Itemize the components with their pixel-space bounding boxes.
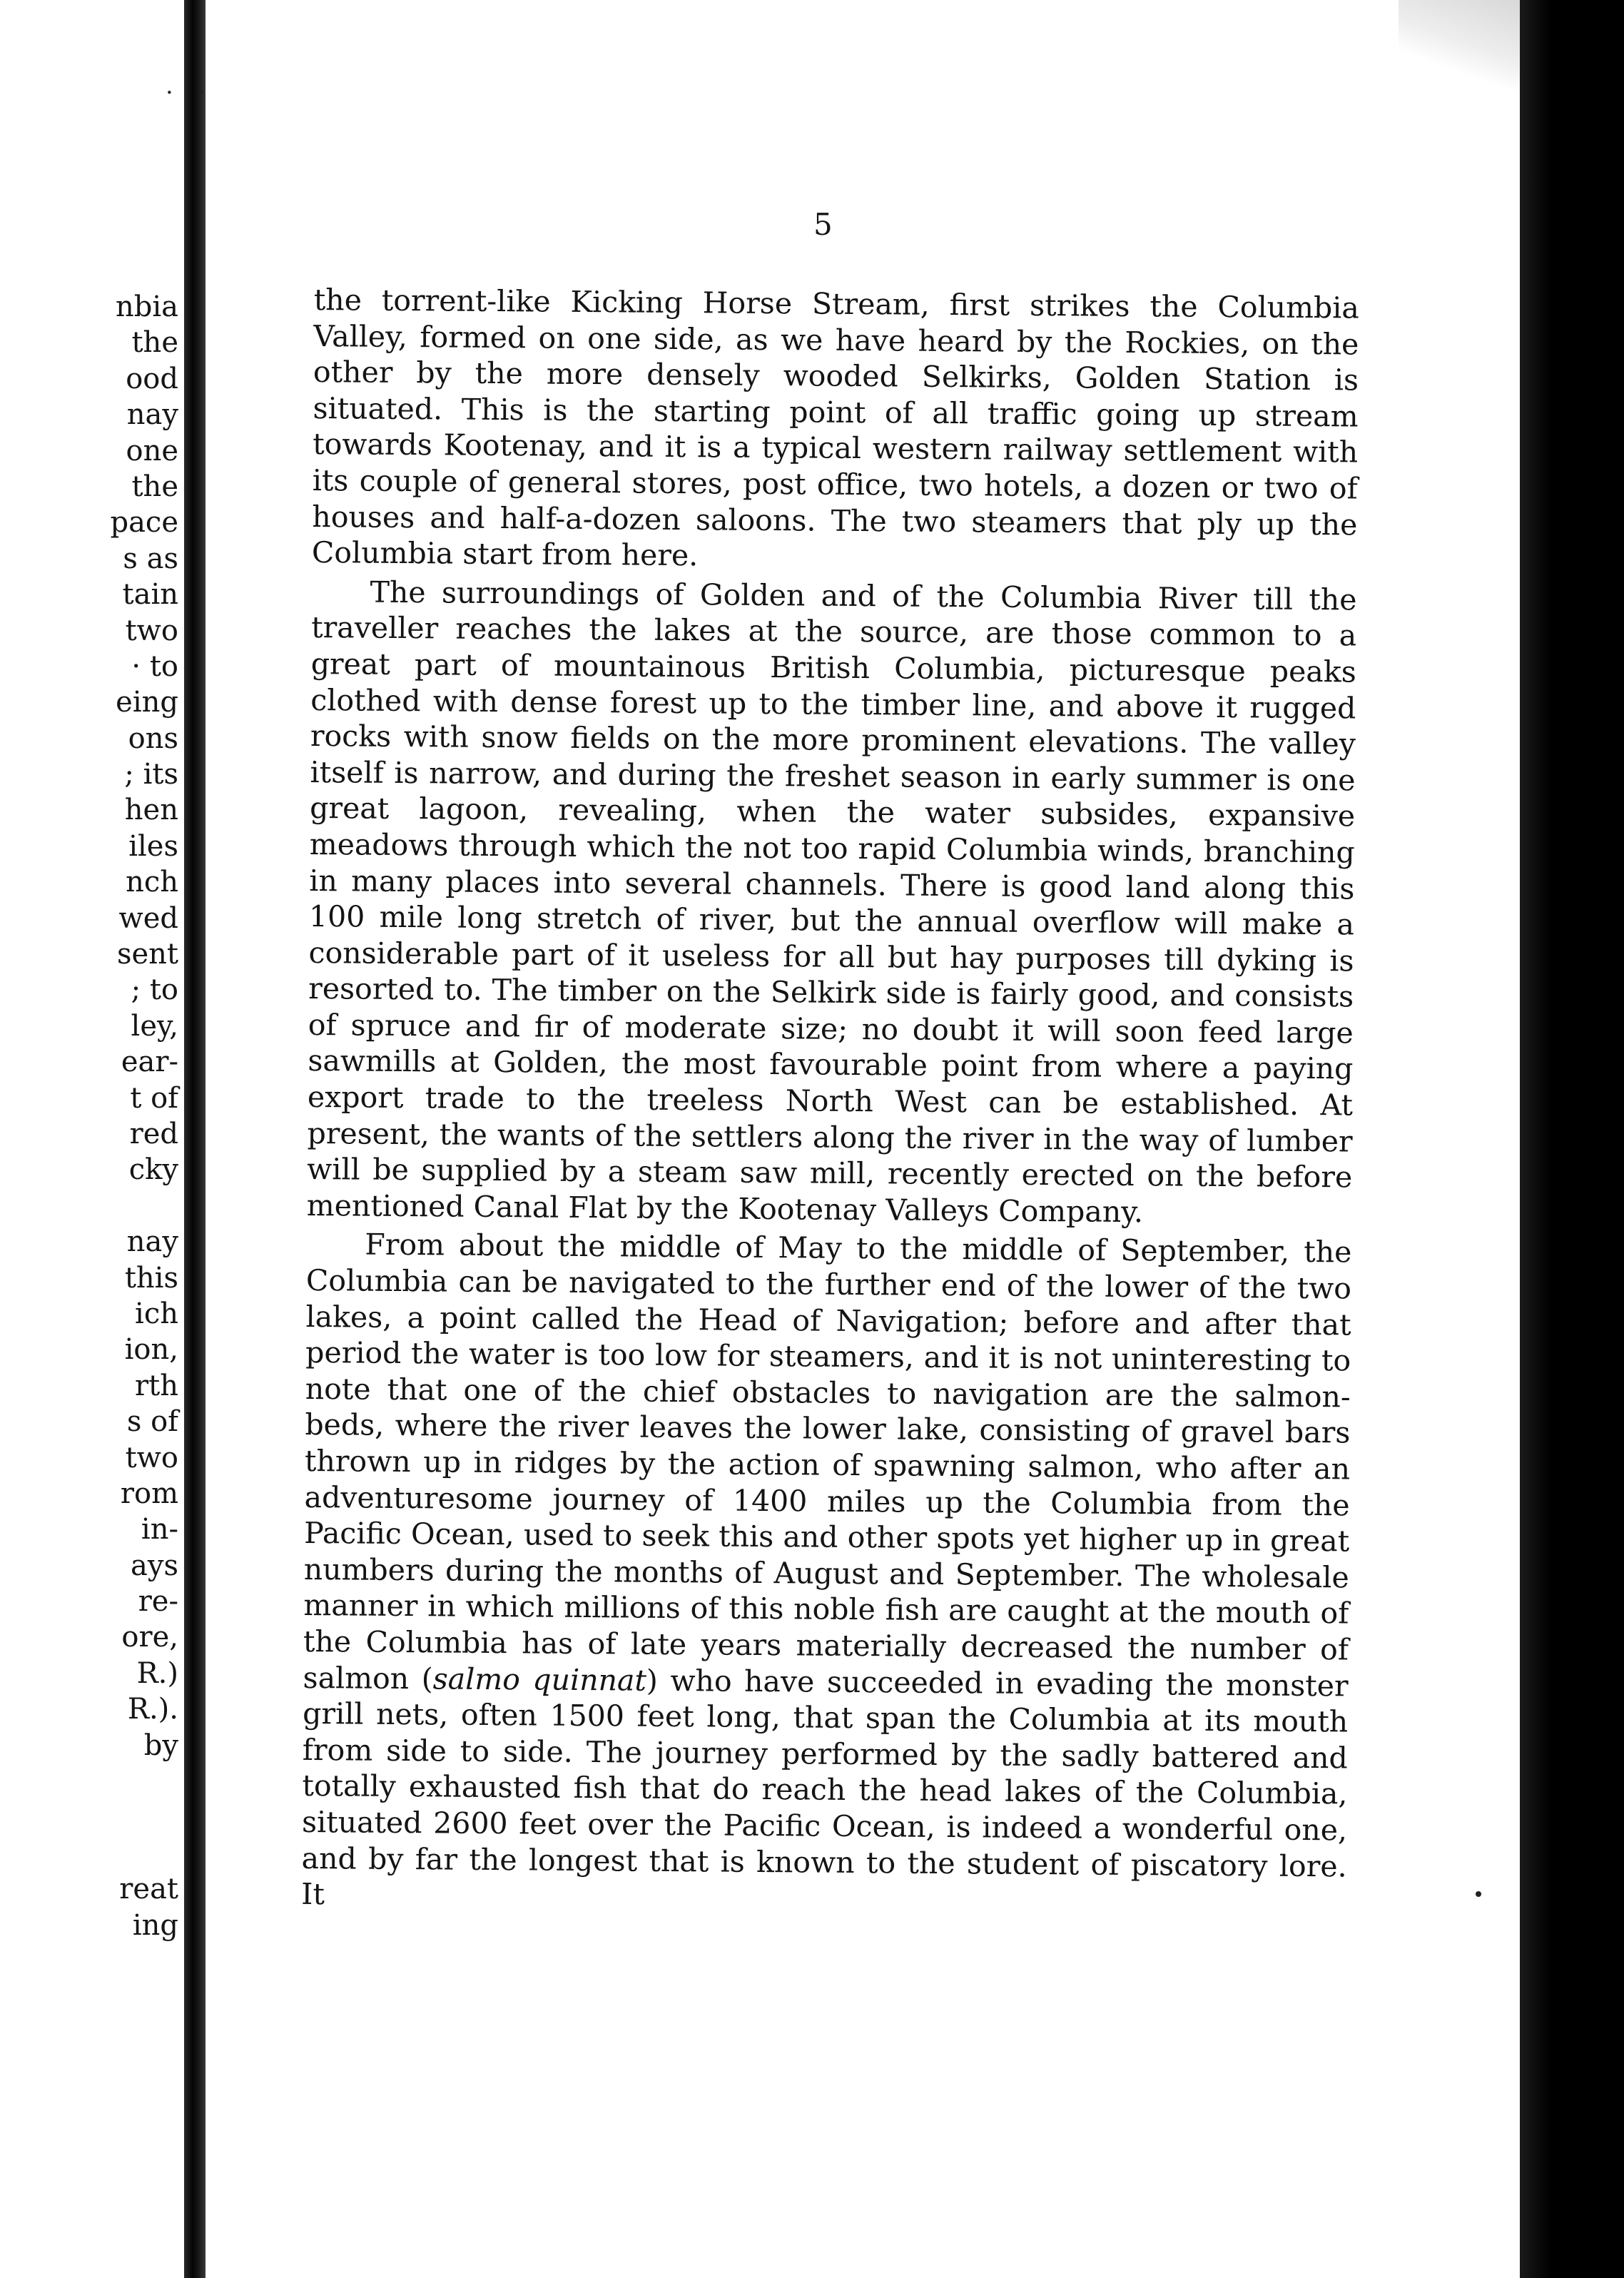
left-fragment-line: ion, — [124, 1333, 178, 1367]
page-number: 5 — [813, 207, 833, 242]
left-fragment-line: the — [131, 326, 178, 360]
left-fragment-line: R.). — [127, 1693, 178, 1726]
species-name: salmo quinnat — [432, 1661, 647, 1698]
left-fragment-line: wed — [118, 901, 178, 935]
left-fragment-line: eing — [116, 686, 178, 719]
left-fragment-line: in- — [141, 1513, 178, 1546]
left-fragment-line: s as — [123, 542, 178, 575]
paragraph-2: The surroundings of Golden and of the Columbia River till the traveller reaches the lakes at the source, are those common to a great part of mountainous British Columbia, picturesque peaks clothed with dense forest up to the timber line, and above it rugged rocks with snow fields on the more prominent elevations. The valley itself is narrow, and during the freshet season in early summer is one great lagoon, revealing, when the water subsides, expansive meadows through which the not too rapid Columbia winds, branching in many places into several channels. There is good land along this 100 mile long stretch of river, but the annual overflow will make a considerable part of it useless for all but hay purposes till dyking is resorted to. The timber on the Selkirk side is fairly good, and consists of spruce and fir of moderate size; no doubt it will soon feed large sawmills at Golden, the most favourable point from where a paying export trade to the treeless North West can be established. At present, the wants of the settlers along the river in the way of lumber will be supplied by a steam saw mill, recently erected on the before mentioned Canal Flat by the Kootenay Valleys Company. — [306, 574, 1357, 1230]
left-fragment-line: ley, — [131, 1009, 178, 1043]
left-fragment-line: t of — [130, 1081, 178, 1115]
left-fragment-line: cky — [128, 1153, 178, 1187]
left-fragment-line — [0, 1763, 178, 1799]
body-text — [301, 282, 1359, 1923]
left-fragment-line: · to — [131, 649, 178, 683]
left-fragment-line: ays — [131, 1549, 178, 1582]
paragraph-1: the torrent-like Kicking Horse Stream, first strikes the Columbia Valley, formed on one side, as we have heard by the Rockies, on the other by the more densely wooded Selkirks, Golden Station is situated. This is the starting point of all traffic going up stream towards Kootenay, and it is a typical western railway settlement with its couple of general stores, post office, two hotels, a dozen or two of houses and half-a-dozen saloons. The two steamers that ply up the Columbia start from here. — [311, 282, 1359, 573]
left-fragment-line: sent — [116, 938, 178, 971]
left-fragment-line: ing — [132, 1908, 178, 1942]
left-fragment-line: tain — [122, 578, 178, 612]
left-fragment-line: the — [131, 470, 178, 503]
left-fragment-line: ons — [128, 722, 178, 755]
paragraph-3: From about the middle of May to the middle of September, the Columbia can be navigated to the further end of the lower of the two lakes, a point called the Head of Navigation; before and after that period the water is too low for steamers, and it is not uninteresting to note that one of the chief obstacles to navigation are the salmon-beds, where the river leaves the lower lake, consisting of gravel bars thrown up in ridges by the action of spawning salmon, who after an adventuresome journey of 1400 miles up the Columbia from the Pacific Ocean, used to seek this and other spots yet higher up in great numbers during the months of August and September. The wholesale manner in which millions of this noble fish are caught at the mouth of the Columbia has of late years materially decreased the number of salmon (salmo quinnat) who have succeeded in evading the monster grill nets, often 1500 feet long, that span the Columbia at its mouth from side to side. The journey performed by the sadly battered and totally exhausted fish that do reach the head lakes of the Columbia, situated 2600 feet over the Pacific Ocean, is indeed a wonderful one, and by far the longest that is known to the student of piscatory lore. It — [301, 1227, 1352, 1912]
left-fragment-line: ; to — [131, 973, 178, 1007]
scan-right-edge — [1520, 0, 1624, 2278]
left-fragment-line: ; its — [124, 758, 178, 791]
left-page-text-fragments — [0, 289, 178, 1943]
left-fragment-line: re- — [138, 1585, 178, 1619]
book-gutter — [184, 0, 205, 2278]
left-fragment-line: nbia — [115, 290, 178, 323]
left-fragment-line: rom — [120, 1477, 178, 1510]
left-fragment-line: nay — [126, 398, 178, 432]
left-fragment-line: ood — [126, 362, 178, 395]
left-fragment-line — [0, 1188, 178, 1224]
left-fragment-line: ear- — [121, 1046, 178, 1079]
stray-ink-dot — [1476, 1891, 1481, 1897]
left-fragment-line: by — [143, 1728, 178, 1762]
left-fragment-line: iles — [128, 829, 178, 863]
left-fragment-line: two — [125, 614, 178, 647]
left-fragment-line — [0, 1799, 178, 1835]
left-fragment-line: s of — [126, 1405, 178, 1439]
left-fragment-line: ore, — [121, 1621, 178, 1654]
left-fragment-line: red — [129, 1117, 178, 1150]
left-fragment-line: rth — [135, 1369, 178, 1402]
left-fragment-line — [0, 1836, 178, 1871]
left-fragment-line: reat — [119, 1873, 178, 1906]
left-edge-marks: · · — [166, 79, 215, 107]
left-fragment-line: two — [125, 1441, 178, 1474]
left-fragment-line: nch — [126, 866, 178, 899]
left-fragment-line: R.) — [136, 1656, 178, 1690]
left-fragment-line: pace — [110, 506, 178, 540]
left-fragment-line: one — [126, 434, 178, 467]
left-fragment-line: hen — [124, 794, 178, 827]
page-corner-fold — [1399, 0, 1520, 114]
left-fragment-line: nay — [126, 1225, 178, 1259]
left-fragment-line: this — [124, 1261, 178, 1295]
left-fragment-line: ich — [135, 1297, 178, 1330]
